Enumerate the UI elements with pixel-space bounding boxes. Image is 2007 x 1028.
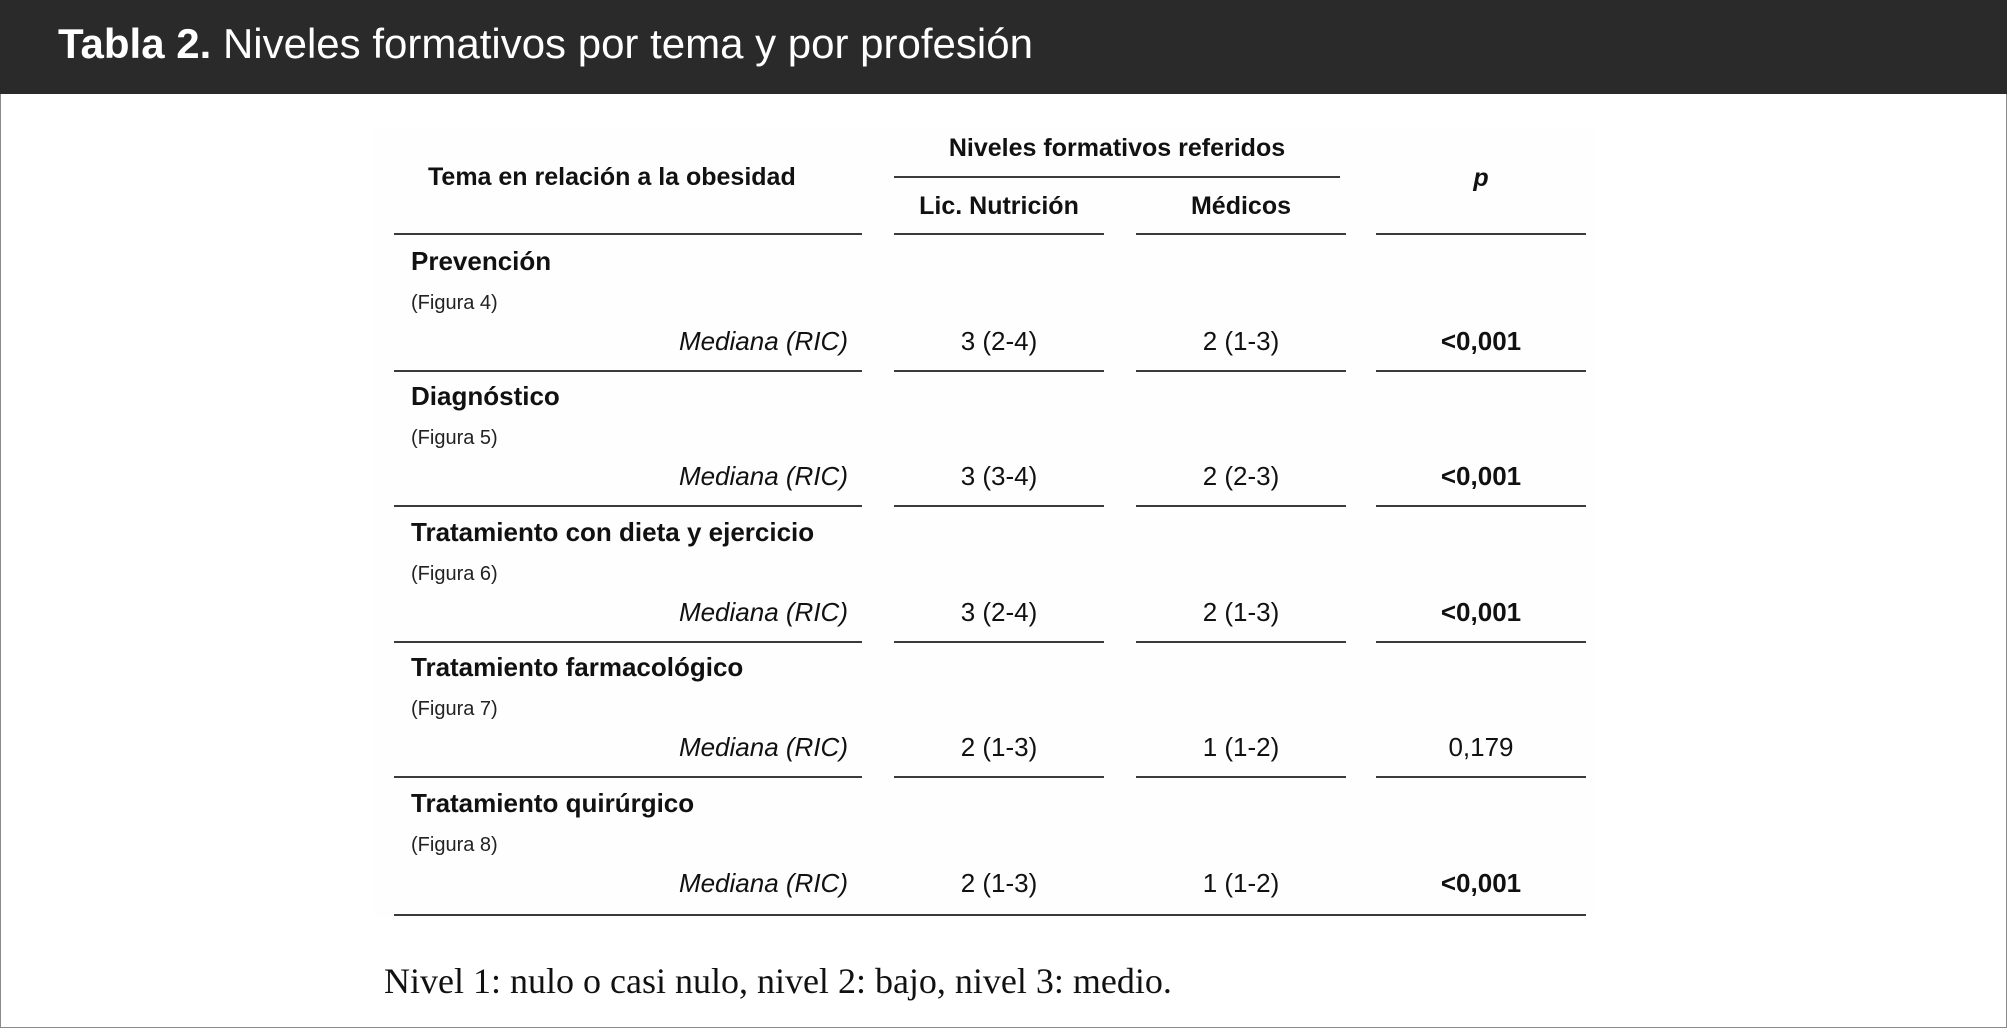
row-rule-topic (394, 641, 862, 643)
row-value-nutricion: 2 (1-3) (960, 868, 1038, 898)
row-stat-label: Mediana (RIC) (678, 597, 848, 627)
row-rule-col2 (1136, 776, 1346, 778)
data-table (374, 128, 1594, 918)
row-topic: Tratamiento con dieta y ejercicio (411, 517, 815, 547)
row-rule-col1 (894, 370, 1104, 372)
row-stat-label: Mediana (RIC) (678, 461, 848, 491)
row-rule-col2 (1136, 370, 1346, 372)
row-stat-label: Mediana (RIC) (678, 326, 848, 356)
row-rule-p (1376, 776, 1586, 778)
header-rule-topic (394, 233, 862, 235)
row-rule-col1 (894, 505, 1104, 507)
row-topic: Diagnóstico (411, 381, 560, 411)
row-rule-p (1376, 370, 1586, 372)
table-title-prefix: Tabla 2. (58, 20, 212, 67)
row-value-nutricion: 3 (3-4) (960, 461, 1038, 491)
header-rule-col1 (894, 233, 1104, 235)
table-footnote: Nivel 1: nulo o casi nulo, nivel 2: bajo, nivel 3: medio. (384, 961, 1172, 1001)
header-rule-col2 (1136, 233, 1346, 235)
row-figure-ref: (Figura 6) (411, 563, 498, 585)
table-bottom-rule (394, 914, 1586, 916)
row-topic: Tratamiento quirúrgico (411, 788, 695, 818)
row-value-medicos: 2 (2-3) (1202, 461, 1280, 491)
row-rule-col2 (1136, 641, 1346, 643)
row-p-value: <0,001 (1440, 326, 1522, 356)
row-rule-col2 (1136, 505, 1346, 507)
row-p-value: 0,179 (1448, 732, 1514, 762)
row-figure-ref: (Figura 8) (411, 834, 498, 856)
row-rule-col1 (894, 641, 1104, 643)
row-figure-ref: (Figura 5) (411, 427, 498, 449)
row-value-medicos: 2 (1-3) (1202, 597, 1280, 627)
header-topic: Tema en relación a la obesidad (428, 163, 796, 191)
header-col-p: p (1473, 164, 1489, 192)
header-col-medicos: Médicos (1190, 192, 1292, 220)
header-rule-p (1376, 233, 1586, 235)
row-topic: Tratamiento farmacológico (411, 652, 744, 682)
row-topic: Prevención (411, 246, 552, 276)
header-col-nutricion: Lic. Nutrición (919, 192, 1079, 220)
row-value-nutricion: 3 (2-4) (960, 597, 1038, 627)
row-figure-ref: (Figura 7) (411, 698, 498, 720)
row-value-medicos: 1 (1-2) (1202, 732, 1280, 762)
row-figure-ref: (Figura 4) (411, 292, 498, 314)
row-p-value: <0,001 (1440, 868, 1522, 898)
row-rule-p (1376, 505, 1586, 507)
row-rule-col1 (894, 776, 1104, 778)
row-stat-label: Mediana (RIC) (678, 732, 848, 762)
table-title (58, 18, 1033, 70)
row-rule-topic (394, 776, 862, 778)
row-value-nutricion: 2 (1-3) (960, 732, 1038, 762)
table-title-text: Niveles formativos por tema y por profesión (211, 20, 1033, 67)
row-value-medicos: 2 (1-3) (1202, 326, 1280, 356)
header-group: Niveles formativos referidos (948, 134, 1286, 162)
row-rule-topic (394, 370, 862, 372)
row-rule-p (1376, 641, 1586, 643)
row-p-value: <0,001 (1440, 461, 1522, 491)
header-group-rule (894, 176, 1340, 178)
title-bar (0, 0, 2007, 94)
row-value-nutricion: 3 (2-4) (960, 326, 1038, 356)
row-p-value: <0,001 (1440, 597, 1522, 627)
row-value-medicos: 1 (1-2) (1202, 868, 1280, 898)
row-rule-topic (394, 505, 862, 507)
row-stat-label: Mediana (RIC) (678, 868, 848, 898)
